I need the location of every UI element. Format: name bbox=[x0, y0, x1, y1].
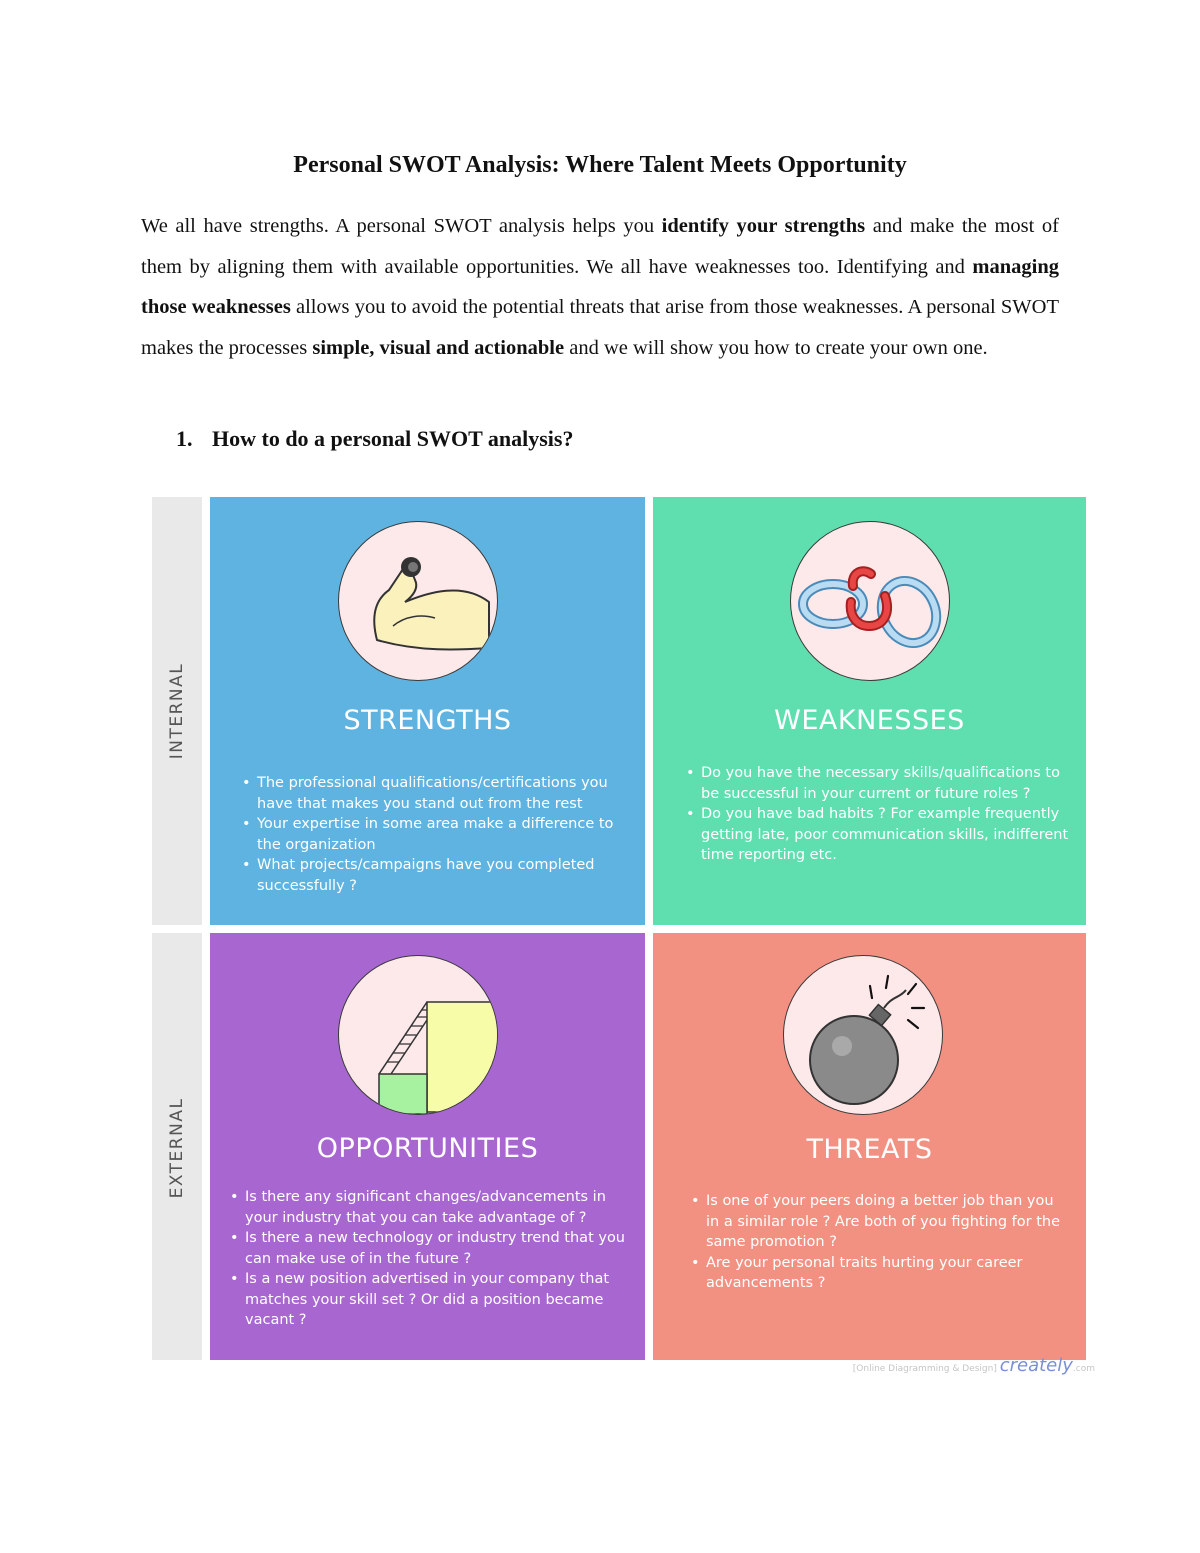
opportunities-title: OPPORTUNITIES bbox=[316, 1133, 539, 1164]
threats-list bbox=[691, 1191, 1071, 1294]
intro-text: We all have strengths. A personal SWOT analysis helps you bbox=[141, 215, 662, 237]
list-item: • Is a new position advertised in your company that matches your skill set ? Or did a position became vacant ? bbox=[230, 1269, 630, 1331]
intro-emphasis: simple, visual and actionable bbox=[312, 336, 565, 359]
intro-emphasis: managing those weaknesses bbox=[141, 255, 1059, 319]
broken-chain-icon bbox=[790, 521, 950, 681]
strengths-list bbox=[242, 773, 622, 896]
opportunities-list bbox=[230, 1187, 630, 1331]
strengths-quadrant bbox=[210, 497, 645, 925]
intro-text: and make the most of them by aligning them with available opportunities. We all have weaknesses too. Identifying and bbox=[141, 215, 1059, 278]
intro-emphasis: identify your strengths bbox=[661, 215, 866, 237]
opportunities-quadrant bbox=[210, 933, 645, 1360]
creately-watermark bbox=[840, 1355, 1095, 1376]
page-title: Personal SWOT Analysis: Where Talent Meets Opportunity bbox=[293, 152, 907, 178]
list-item: • Are your personal traits hurting your career advancements ? bbox=[691, 1253, 1071, 1294]
section-number: 1. bbox=[176, 426, 193, 451]
watermark-brand: creately bbox=[999, 1355, 1073, 1376]
list-item: • Is there a new technology or industry trend that you can make use of in the future ? bbox=[230, 1228, 630, 1269]
threats-quadrant bbox=[653, 933, 1086, 1360]
list-item: • Do you have bad habits ? For example frequently getting late, poor communication skills, indifferent time reporting etc. bbox=[686, 804, 1071, 866]
strengths-title: STRENGTHS bbox=[343, 705, 512, 736]
ladder-stairs-icon bbox=[338, 955, 498, 1115]
watermark-suffix: .com bbox=[1072, 1364, 1095, 1374]
weaknesses-title: WEAKNESSES bbox=[774, 705, 965, 736]
list-item: • The professional qualifications/certifications you have that makes you stand out from the rest bbox=[242, 773, 622, 814]
intro-text: and we will show you how to create your own one. bbox=[564, 336, 988, 359]
weaknesses-quadrant bbox=[653, 497, 1086, 925]
section-heading-text: How to do a personal SWOT analysis? bbox=[212, 426, 574, 451]
threats-title: THREATS bbox=[806, 1134, 933, 1165]
list-item: • Is one of your peers doing a better job than you in a similar role ? Are both of you fighting for the same promotion ? bbox=[691, 1191, 1071, 1253]
weaknesses-list bbox=[686, 763, 1071, 866]
section-heading bbox=[176, 426, 573, 452]
internal-label: INTERNAL bbox=[167, 662, 187, 760]
intro-paragraph bbox=[141, 206, 1059, 368]
external-label: EXTERNAL bbox=[167, 1097, 187, 1199]
flexed-arm-icon bbox=[338, 521, 498, 681]
list-item: • Your expertise in some area make a difference to the organization bbox=[242, 814, 622, 855]
list-item: • What projects/campaigns have you completed successfully ? bbox=[242, 855, 622, 896]
list-item: • Do you have the necessary skills/qualifications to be successful in your current or future roles ? bbox=[686, 763, 1071, 804]
list-item: • Is there any significant changes/advancements in your industry that you can take advantage of ? bbox=[230, 1187, 630, 1228]
watermark-small: [Online Diagramming & Design] bbox=[852, 1364, 997, 1374]
intro-text: allows you to avoid the potential threats that arise from those weaknesses. A personal SWOT makes the processes bbox=[141, 296, 1059, 359]
bomb-icon bbox=[783, 955, 943, 1115]
